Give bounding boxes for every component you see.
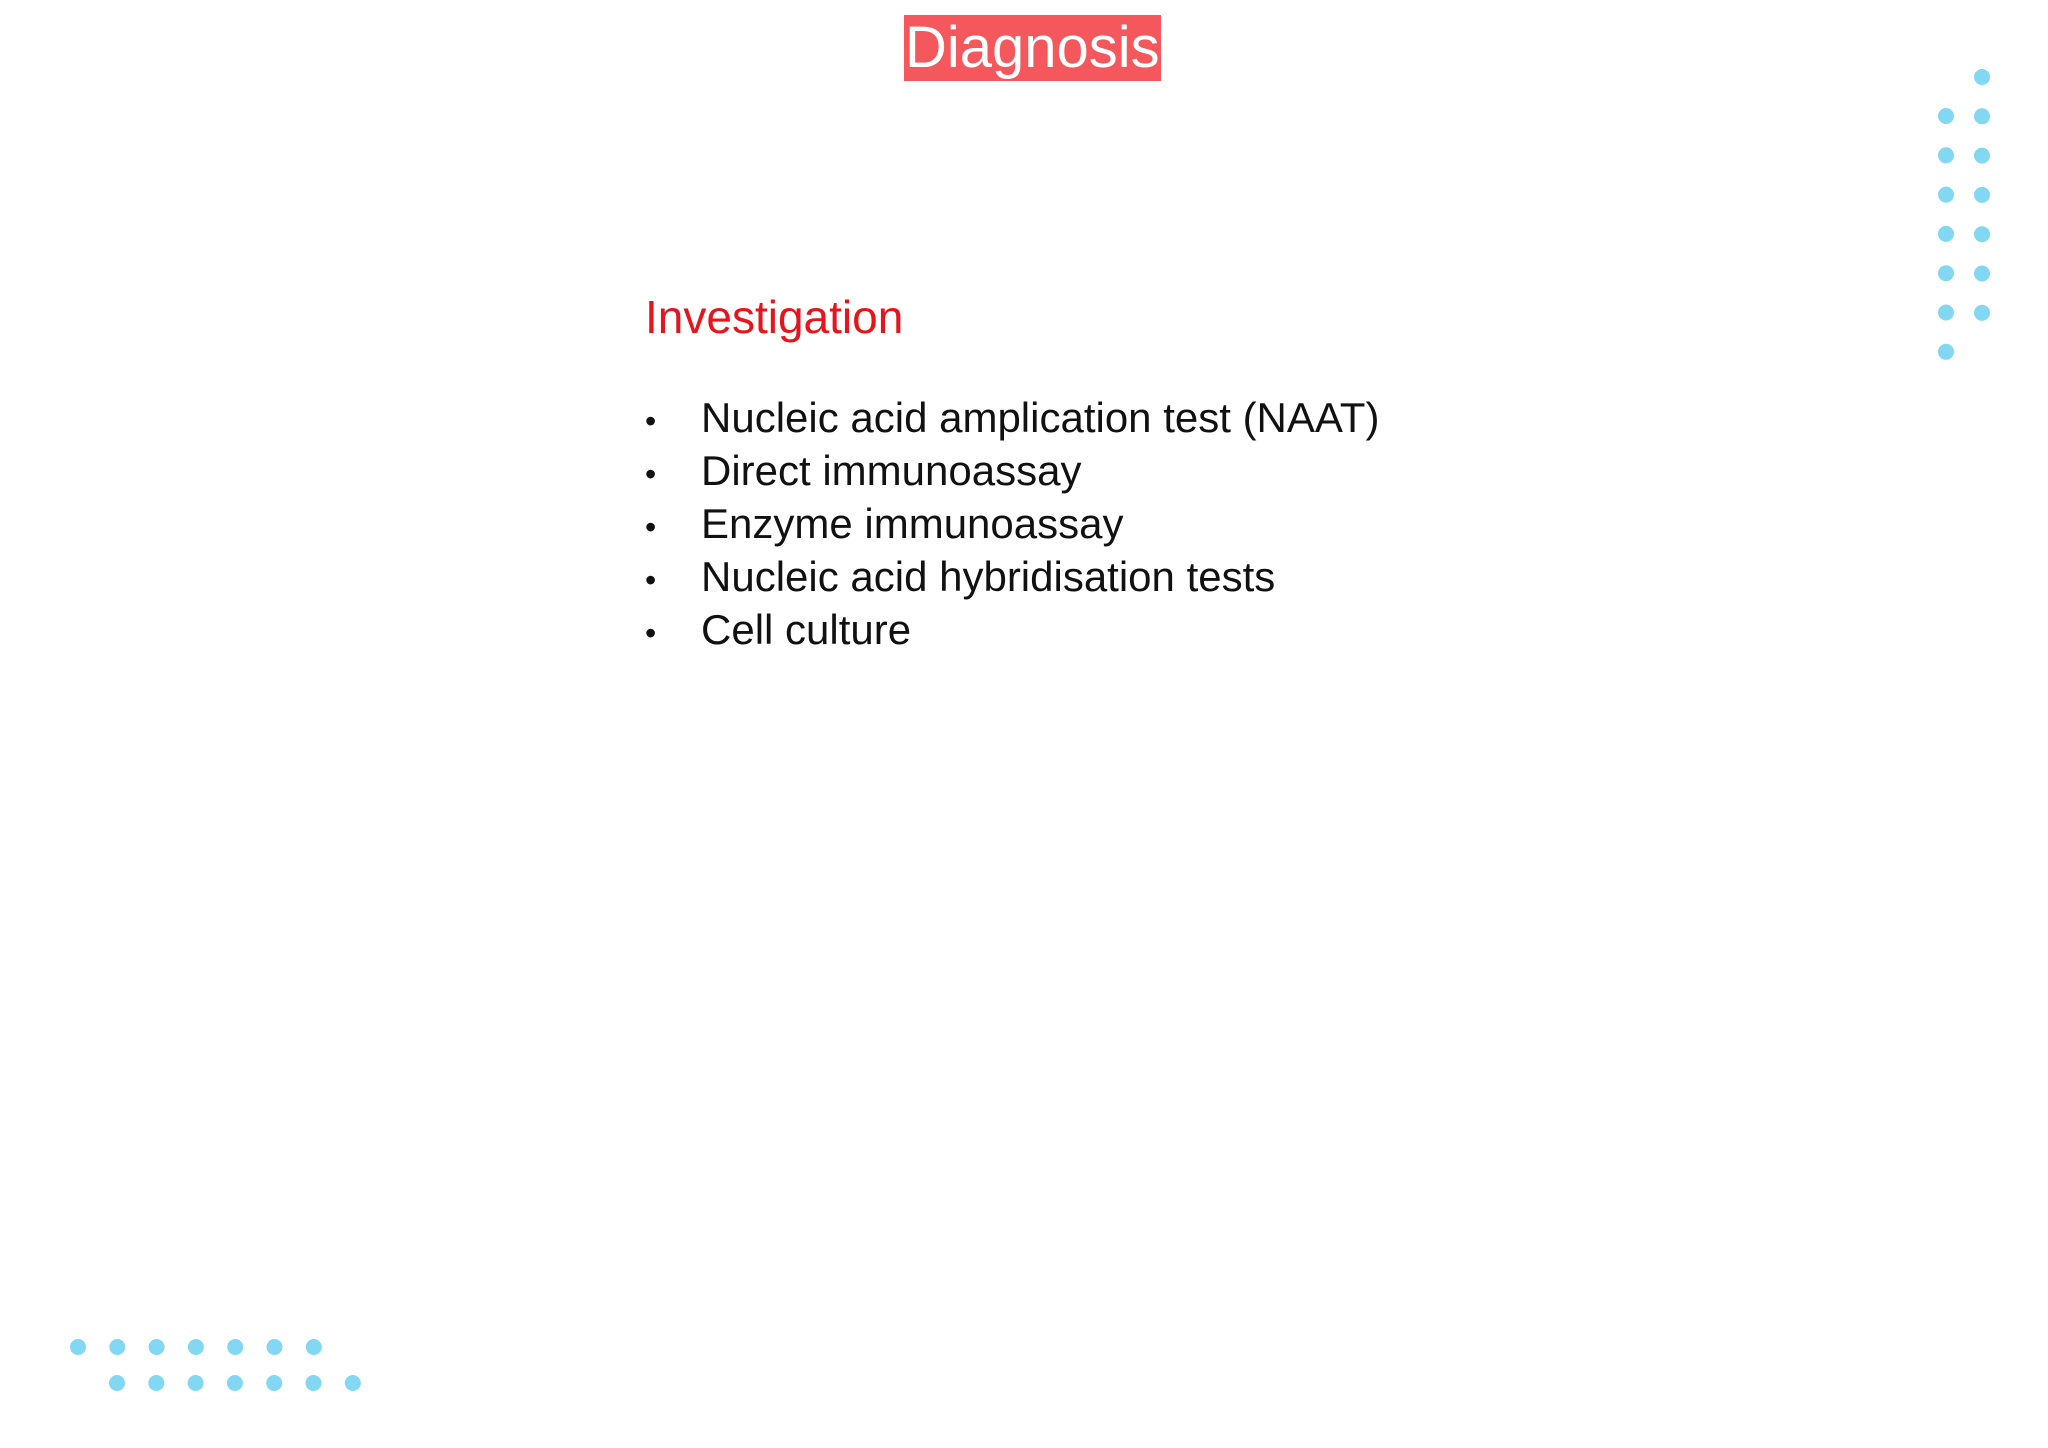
- list-item: [645, 444, 1379, 497]
- dot-icon: [109, 1339, 125, 1355]
- dot-icon: [1974, 305, 1990, 321]
- dot-icon: [188, 1339, 204, 1355]
- dot-icon: [1938, 187, 1954, 203]
- list-item: [645, 497, 1379, 550]
- dot-icon: [188, 1375, 204, 1391]
- dot-icon: [1974, 148, 1990, 164]
- list-item-text: Nucleic acid hybridisation tests: [701, 553, 1276, 600]
- list-item-text: Nucleic acid amplication test (NAAT): [701, 394, 1380, 441]
- dot-icon: [1974, 69, 1990, 85]
- dot-icon: [109, 1375, 125, 1391]
- dot-icon: [1938, 265, 1954, 281]
- dot-icon: [267, 1339, 283, 1355]
- dot-icon: [149, 1339, 165, 1355]
- dot-icon: [345, 1375, 361, 1391]
- slide-title-text: Diagnosis: [905, 15, 1160, 80]
- bullet-icon: •: [645, 456, 657, 492]
- dot-icon: [227, 1339, 243, 1355]
- dot-icon: [1938, 147, 1954, 163]
- list-item-text: Enzyme immunoassay: [701, 500, 1124, 547]
- bullet-icon: •: [645, 615, 657, 651]
- dot-icon: [1938, 226, 1954, 242]
- dot-icon: [70, 1339, 86, 1355]
- bullet-icon: •: [645, 562, 657, 598]
- dot-icon: [306, 1339, 322, 1355]
- dot-icon: [306, 1375, 322, 1391]
- dot-icon: [148, 1375, 164, 1391]
- dot-icon: [266, 1375, 282, 1391]
- list-item: [645, 391, 1379, 444]
- top-right-dot-pattern-icon: [1938, 69, 1990, 360]
- dot-icon: [227, 1375, 243, 1391]
- bullet-icon: •: [645, 509, 657, 545]
- dot-icon: [1974, 226, 1990, 242]
- dot-icon: [1974, 187, 1990, 203]
- list-item: [645, 550, 1379, 603]
- dot-icon: [1938, 108, 1954, 124]
- slide-title: [904, 15, 1161, 81]
- bullet-icon: •: [645, 403, 657, 439]
- bottom-left-dot-pattern-icon: [70, 1339, 361, 1391]
- dot-icon: [1938, 305, 1954, 321]
- section-subheading: Investigation: [645, 291, 904, 343]
- dot-icon: [1974, 266, 1990, 282]
- list-item-text: Cell culture: [701, 606, 912, 653]
- bullet-list: [645, 391, 1379, 656]
- list-item-text: Direct immunoassay: [701, 447, 1082, 494]
- dot-icon: [1938, 344, 1954, 360]
- list-item: [645, 603, 1379, 656]
- dot-icon: [1974, 108, 1990, 124]
